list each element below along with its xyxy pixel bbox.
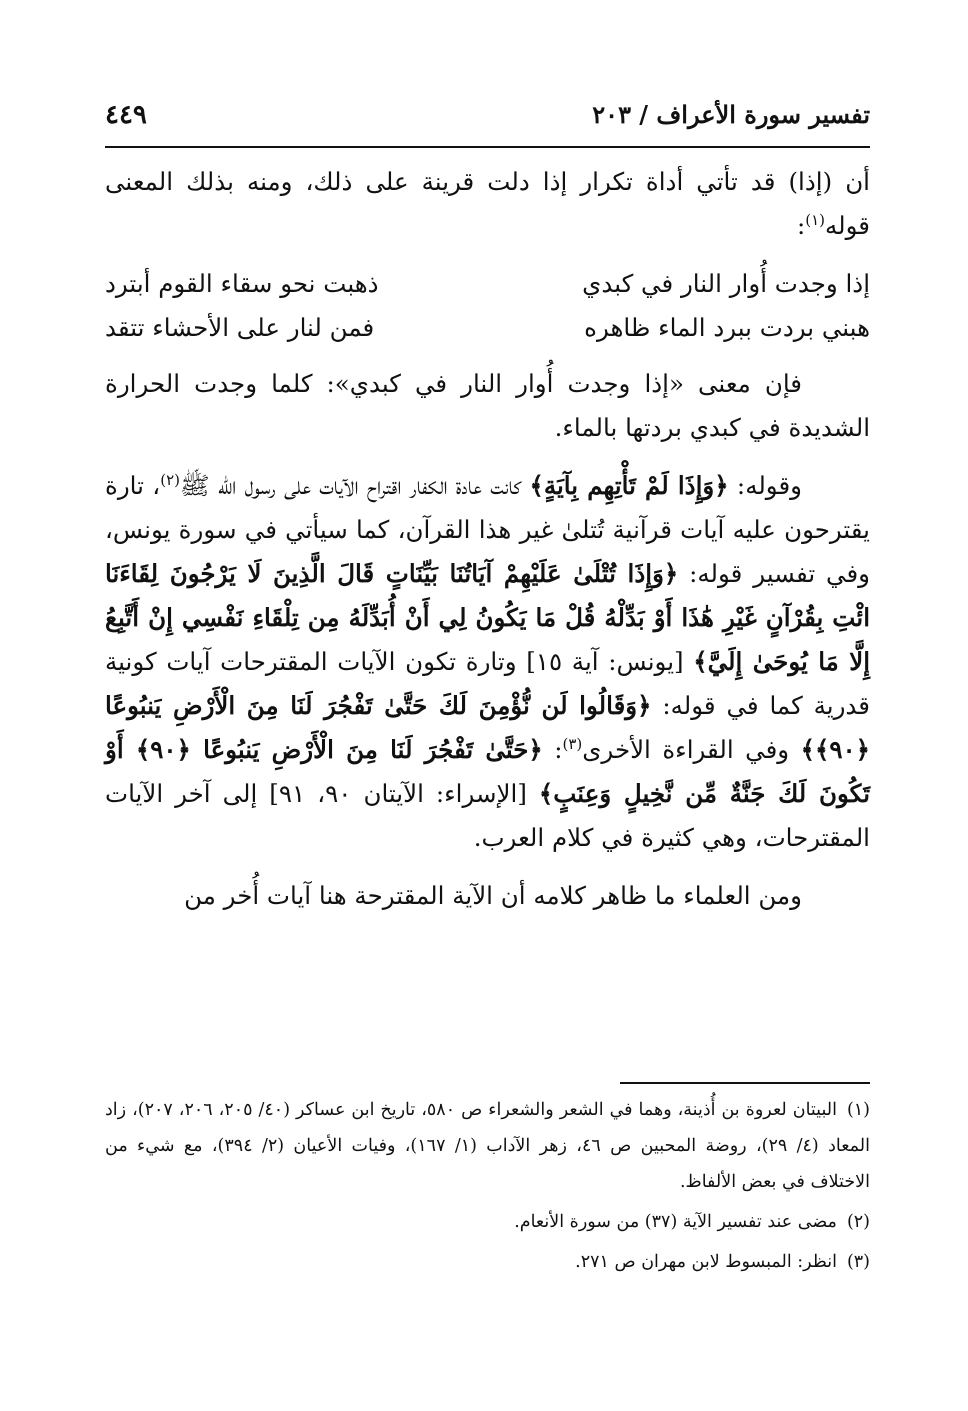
quran-quote: ﴿وَإِذَا تُتْلَىٰ عَلَيْهِمْ آيَاتُنَا بَيِّنَاتٍ قَالَ الَّذِينَ لَا يَرْجُونَ لِقَاءَنَا ائْتِ بِقُرْآنٍ غَيْرِ هَٰذَا أَوْ بَدِّلْهُ قُلْ مَا يَكُونُ لِي أَنْ أُبَدِّلَهُ مِن تِلْقَاءِ نَفْسِي إِنْ أَتَّبِعُ إِلَّا مَا يُوحَىٰ إِلَيَّ﴾ xyxy=(105,559,871,676)
quran-quote: ﴿وَإِذَا لَمْ تَأْتِهِم بِآيَةٍ﴾ xyxy=(529,471,729,500)
footnote-text: مضى عند تفسير الآية (٣٧) من سورة الأنعام. xyxy=(514,1212,837,1232)
verse-row xyxy=(105,306,870,350)
paragraph-3-segment: وقوله: xyxy=(728,471,802,500)
paragraph-3-segment: وفي القراءة الأخرى xyxy=(582,735,801,764)
paragraph-4: ومن العلماء ما ظاهر كلامه أن الآية المقترحة هنا آيات أُخر من xyxy=(184,881,802,910)
paragraph-2: فإن معنى «إذا وجدت أُوار النار في كبدي»: كلما وجدت الحرارة الشديدة في كبدي بردتها بالماء. xyxy=(105,369,870,442)
paragraph-3-segment: ، تارة يقترحون عليه آيات قرآنية تُتلىٰ غير هذا القرآن، كما سيأتي في سورة يونس، وفي تفسير قوله: xyxy=(105,471,870,588)
footnote-ref-2: (٢) xyxy=(160,470,180,489)
verse-hemistich-second: فمن لنار على الأحشاء تتقد xyxy=(105,313,375,342)
paragraph-3-segment: : xyxy=(542,735,563,764)
footnote-ref-1: (١) xyxy=(805,210,826,229)
quran-quote: ﴿حَتَّىٰ تَفْجُرَ لَنَا مِنَ الْأَرْضِ يَنبُوعًا ﴿٩٠﴾ أَوْ تَكُونَ لَكَ جَنَّةٌ مِّن نَّخِيلٍ وَعِنَبٍ﴾ xyxy=(105,735,871,808)
footnote-item xyxy=(105,1244,870,1280)
verse-hemistich-first: هبني بردت ببرد الماء ظاهره xyxy=(584,313,870,342)
footnote-number: (١) xyxy=(846,1100,870,1120)
header-rule xyxy=(105,146,870,148)
paragraph-1-tail: : xyxy=(796,211,806,240)
footnote-item xyxy=(105,1204,870,1240)
verse-hemistich-first: إذا وجدت أُوار النار في كبدي xyxy=(582,269,870,298)
footnotes xyxy=(105,1092,870,1284)
footnote-text: انظر: المبسوط لابن مهران ص ٢٧١. xyxy=(575,1252,837,1272)
page-number: ٤٤٩ xyxy=(105,100,147,130)
main-text xyxy=(105,160,870,932)
footnote-number: (٢) xyxy=(846,1212,870,1232)
footnote-ref-3: (٣) xyxy=(562,734,583,753)
paragraph-3-segment: [يونس: آية ١٥] وتارة تكون الآيات المقترحات آيات كونية قدرية كما في قوله: xyxy=(105,647,870,720)
verse-hemistich-second: ذهبت نحو سقاء القوم أبترد xyxy=(105,269,379,298)
footnote-number: (٣) xyxy=(846,1252,870,1272)
paragraph-1-text: أن (إذا) قد تأتي أداة تكرار إذا دلت قرينة على ذلك، ومنه بذلك المعنى قوله xyxy=(105,167,870,240)
footnote-text: البيتان لعروة بن أُذينة، وهما في الشعر والشعراء ص ٥٨٠، تاريخ ابن عساكر (٤٠/ ٢٠٥، ٢٠٦، ٢٠٧)، زاد المعاد (٤/ ٢٩)، روضة المحبين ص ٤٦، زهر الآداب (١/ ١٦٧)، وفيات الأعيان (٢/ ٣٩٤)، مع شيء من الاختلاف في بعض الألفاظ. xyxy=(105,1100,870,1192)
quran-quote: ﴿وَقَالُوا لَن نُّؤْمِنَ لَكَ حَتَّىٰ تَفْجُرَ لَنَا مِنَ الْأَرْضِ يَنبُوعًا ﴿٩٠﴾﴾ xyxy=(105,691,871,764)
paragraph-3-segment: [الإسراء: الآيتان ٩٠، ٩١] إلى آخر الآيات المقترحات، وهي كثيرة في كلام العرب. xyxy=(105,779,870,852)
footnote-separator xyxy=(620,1082,870,1084)
paragraph-3 xyxy=(105,464,870,860)
footnote-item xyxy=(105,1092,870,1200)
running-header xyxy=(105,96,870,142)
paragraph-1 xyxy=(105,160,870,248)
verse-row xyxy=(105,262,870,306)
header-title: تفسير سورة الأعراف / ٢٠٣ xyxy=(592,100,870,129)
poem-verses xyxy=(105,262,870,350)
paragraph-3-segment: كانت عادة الكفار اقتراح الآيات على رسول الله ﷺ xyxy=(180,471,530,500)
